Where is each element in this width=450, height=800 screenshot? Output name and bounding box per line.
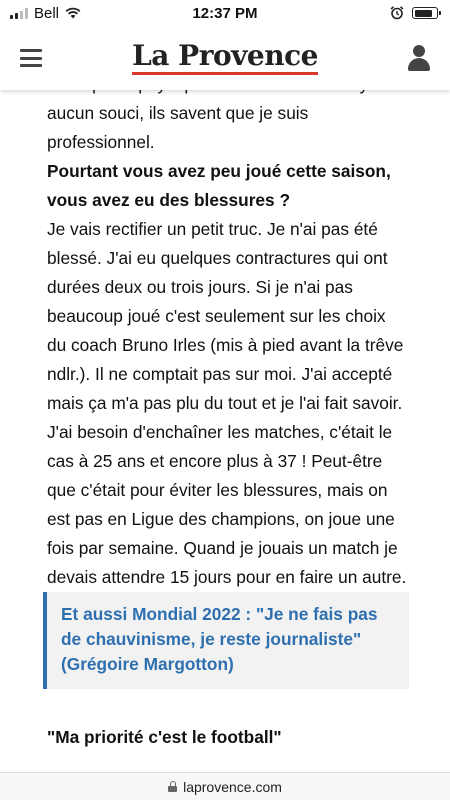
carrier-name: Bell [34,4,60,22]
interview-answer: Je vais rectifier un petit truc. Je n'ai pas été blessé. J'ai eu quelques contractures qui ont durées deux ou trois jours. Si je n'ai pas beaucoup joué c'est seulement sur les choix du coach Bruno Irles (mis à pied avant la trêve ndlr.). Il ne comptait pas sur moi. J'ai accepté mais ça m'a pas plu du tout et je l'ai fait savoir. J'ai besoin d'enchaîner les matches, c'était le cas à 25 ans et encore plus à 37 ! Peut-être que c'était pour éviter les blessures, mais on est pas en Ligue des champions, on joue une fois par semaine. Quand je jouais un match je devais attendre 15 jours pour en faire un autre. [47,219,407,587]
browser-url-bar[interactable] [0,772,450,800]
logo-underline [132,72,318,75]
wifi-icon [65,7,81,19]
related-article-box [43,592,409,689]
status-right [390,6,438,20]
battery-fill [415,10,433,17]
alarm-icon [390,6,404,20]
logo-text: La Provence [132,38,318,72]
interview-question: Pourtant vous avez peu joué cette saison, vous avez eu des blessures ? [47,161,391,210]
site-header [0,26,450,90]
signal-icon [10,8,28,19]
article-paragraph: aucun souci, ils savent que je suis professionnel. [47,103,309,152]
url-domain: laprovence.com [183,778,282,795]
article-body [0,70,450,752]
user-account-icon[interactable] [408,45,430,71]
battery-icon [412,7,438,19]
status-left [10,5,81,22]
section-heading: "Ma priorité c'est le football" [47,727,282,747]
lock-icon [168,781,177,792]
related-article-link[interactable]: Et aussi Mondial 2022 : "Je ne fais pas de chauvinisme, je reste journaliste" (Grégoire Margotton) [61,604,378,674]
site-logo[interactable] [132,38,318,75]
status-time: 12:37 PM [192,4,258,22]
status-bar [0,0,450,26]
hamburger-menu-icon[interactable] [20,49,42,67]
